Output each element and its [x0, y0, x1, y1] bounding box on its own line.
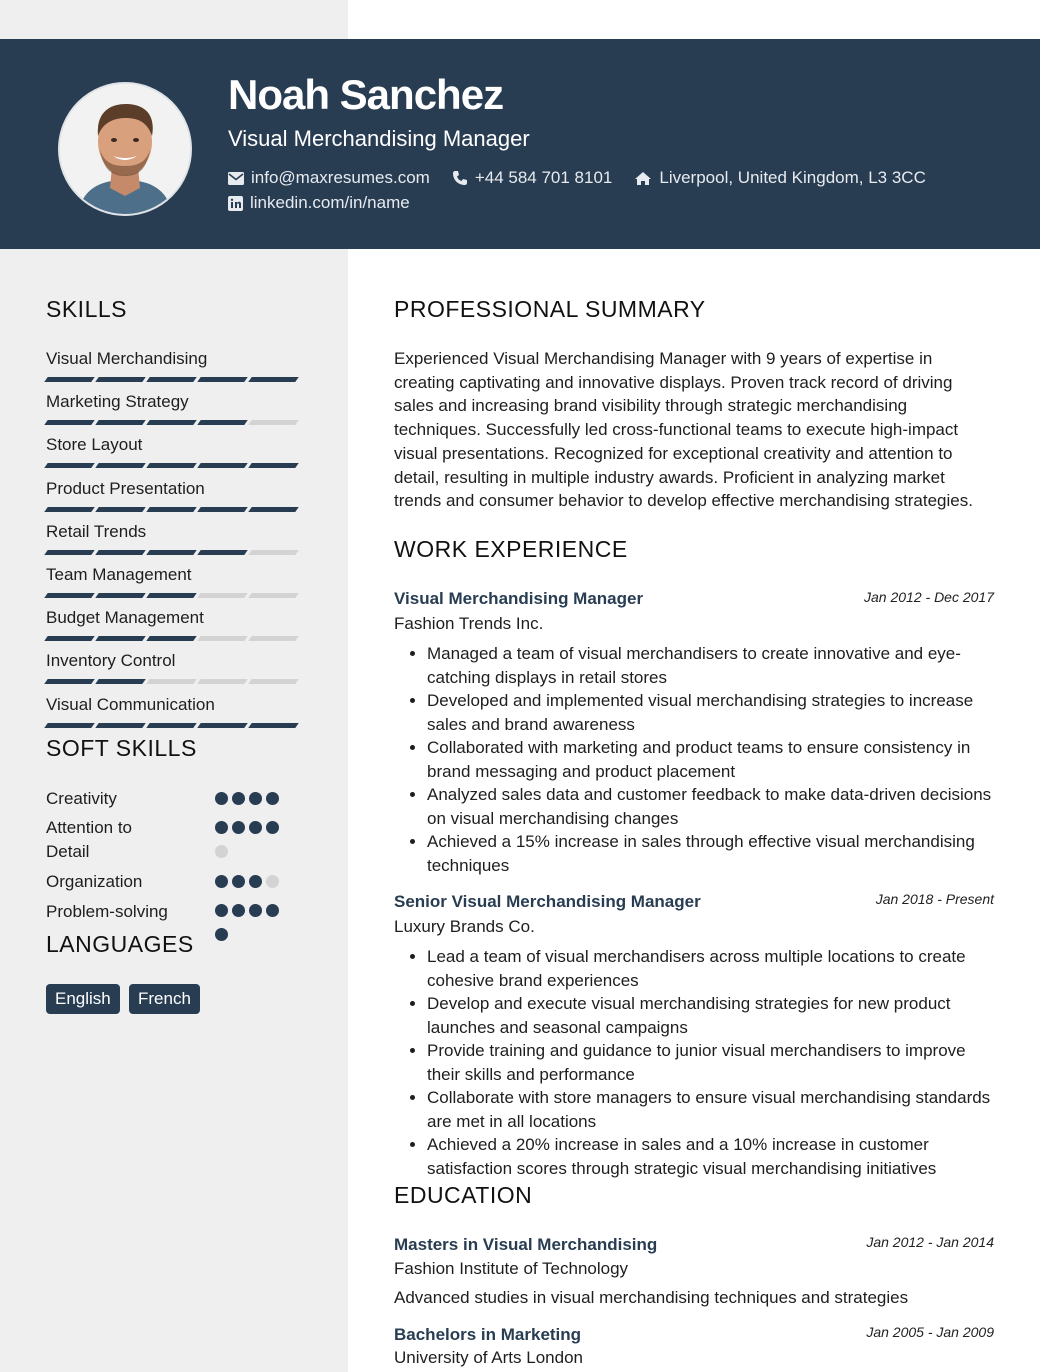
language-tag-english: English [46, 984, 120, 1014]
linkedin-icon [228, 196, 243, 211]
skills-heading: SKILLS [46, 296, 127, 322]
skill-rating-bars [46, 723, 302, 728]
rating-dot [215, 845, 228, 858]
language-tag-french: French [129, 984, 200, 1014]
rating-bar [197, 377, 248, 382]
rating-bar [44, 593, 95, 598]
phone-icon [452, 170, 468, 186]
languages-heading: LANGUAGES [46, 931, 194, 957]
candidate-title: Visual Merchandising Manager [228, 126, 530, 151]
resume-header [0, 39, 1040, 249]
education-dates: Jan 2005 - Jan 2009 [866, 1324, 994, 1340]
rating-bar [95, 377, 146, 382]
skill-label: Marketing Strategy [46, 392, 189, 412]
rating-bar [197, 420, 248, 425]
rating-bar [197, 636, 248, 641]
rating-bar [146, 679, 197, 684]
rating-bar [197, 507, 248, 512]
rating-dot [232, 792, 245, 805]
rating-bar [248, 679, 299, 684]
summary-heading: PROFESSIONAL SUMMARY [394, 296, 706, 322]
rating-bar [197, 463, 248, 468]
soft-skill-rating [215, 875, 283, 888]
rating-dot [266, 904, 279, 917]
rating-dot [249, 821, 262, 834]
profile-photo-icon [60, 84, 190, 214]
list-item: • Develop and execute visual merchandising strategies for new product launches and seasonal campaigns [427, 992, 994, 1039]
list-item: • Provide training and guidance to junior visual merchandisers to improve their skills and performance [427, 1039, 994, 1086]
soft-skills-heading: SOFT SKILLS [46, 735, 197, 761]
skill-row [46, 564, 302, 598]
skill-label: Visual Merchandising [46, 349, 208, 368]
school-name: Fashion Institute of Technology [394, 1259, 629, 1278]
job-title: Visual Merchandising Manager [394, 589, 644, 608]
rating-bar [146, 420, 197, 425]
skill-label: Visual Communication [46, 694, 215, 714]
rating-bar [95, 636, 146, 641]
skill-row [46, 478, 302, 512]
list-item: • Collaborate with store managers to ensure visual merchandising standards are met in all locations [427, 1086, 994, 1133]
list-item: • Collaborated with marketing and product teams to ensure consistency in brand messaging and product placement [427, 736, 994, 783]
rating-dot [232, 821, 245, 834]
company-name: Fashion Trends Inc. [394, 614, 544, 633]
job-bullets [394, 945, 994, 1180]
list-item: • Analyzed sales data and customer feedback to make data-driven decisions on visual merchandising changes [427, 783, 994, 830]
education-heading: EDUCATION [394, 1182, 533, 1208]
rating-bar [44, 507, 95, 512]
skill-row [46, 434, 302, 468]
list-item: • Lead a team of visual merchandisers across multiple locations to create cohesive brand experiences [427, 945, 994, 992]
rating-bar [95, 593, 146, 598]
skill-row [46, 521, 302, 555]
rating-bar [95, 723, 146, 728]
rating-bar [248, 507, 299, 512]
list-item: • Developed and implemented visual merchandising strategies to increase sales and brand awareness [427, 689, 994, 736]
contact-phone[interactable] [452, 168, 613, 188]
contact-location [634, 168, 925, 188]
rating-bar [248, 420, 299, 425]
avatar [58, 82, 192, 216]
rating-bar [146, 507, 197, 512]
education-description: Advanced studies in visual merchandising techniques and strategies [394, 1288, 909, 1307]
skill-rating-bars [46, 593, 302, 598]
rating-bar [146, 723, 197, 728]
skill-label: Budget Management [46, 608, 204, 628]
contact-linkedin[interactable] [228, 193, 410, 213]
skill-rating-bars [46, 550, 302, 555]
school-name: University of Arts London [394, 1348, 583, 1367]
rating-bar [95, 550, 146, 555]
rating-bar [197, 550, 248, 555]
job-dates: Jan 2018 - Present [875, 891, 994, 907]
rating-bar [44, 679, 95, 684]
rating-bar [146, 377, 197, 382]
rating-dot [215, 875, 228, 888]
rating-dot [266, 792, 279, 805]
soft-skill-rating-overflow [215, 928, 232, 941]
rating-dot [215, 904, 228, 917]
job-title: Senior Visual Merchandising Manager [394, 892, 701, 911]
contact-email[interactable] [228, 168, 430, 188]
linkedin-text: linkedin.com/in/name [250, 193, 410, 212]
phone-text: +44 584 701 8101 [474, 168, 613, 187]
rating-dot [215, 821, 228, 834]
rating-bar [248, 593, 299, 598]
rating-bar [146, 636, 197, 641]
rating-bar [197, 723, 248, 728]
skill-row [46, 650, 302, 684]
rating-bar [197, 679, 248, 684]
rating-bar [44, 550, 95, 555]
rating-dot [232, 904, 245, 917]
rating-bar [146, 593, 197, 598]
degree-title: Masters in Visual Merchandising [394, 1235, 658, 1254]
rating-bar [44, 636, 95, 641]
skill-rating-bars [46, 463, 302, 468]
rating-bar [248, 550, 299, 555]
soft-skill-label: Creativity [46, 789, 117, 808]
rating-bar [95, 463, 146, 468]
rating-bar [95, 420, 146, 425]
rating-bar [248, 723, 299, 728]
contact-row-primary [228, 168, 948, 188]
rating-dot [266, 821, 279, 834]
rating-bar [44, 723, 95, 728]
soft-skill-label: Attention to Detail [46, 818, 133, 861]
envelope-icon [228, 172, 244, 185]
soft-skill-label: Problem-solving [46, 902, 168, 921]
rating-bar [95, 507, 146, 512]
skill-row [46, 694, 302, 728]
skill-row [46, 607, 302, 641]
skill-label: Inventory Control [46, 651, 176, 671]
skill-rating-bars [46, 507, 302, 512]
rating-bar [146, 463, 197, 468]
contact-row-secondary [228, 193, 432, 213]
home-icon [634, 171, 652, 186]
list-item: • Achieved a 20% increase in sales and a 10% increase in customer satisfaction scores through strategic visual merchandising initiatives [427, 1133, 994, 1180]
skill-rating-bars [46, 679, 302, 684]
skill-label: Team Management [46, 565, 192, 584]
location-text: Liverpool, United Kingdom, L3 3CC [659, 168, 926, 187]
rating-dot [215, 792, 228, 805]
job-dates: Jan 2012 - Dec 2017 [864, 589, 994, 605]
rating-dot [249, 875, 262, 888]
skill-row [46, 391, 302, 425]
list-item: • Achieved a 15% increase in sales through effective visual merchandising techniques [427, 830, 994, 877]
skill-label: Product Presentation [46, 478, 205, 498]
job-bullets [394, 642, 994, 877]
soft-skill-label: Organization [46, 872, 143, 891]
soft-skill-rating [215, 821, 283, 834]
rating-bar [44, 463, 95, 468]
rating-dot [232, 875, 245, 888]
rating-bar [44, 420, 95, 425]
skill-label: Store Layout [46, 435, 143, 455]
skill-label: Retail Trends [46, 521, 147, 541]
skill-rating-bars [46, 636, 302, 641]
rating-dot [215, 928, 228, 941]
rating-bar [197, 593, 248, 598]
email-text: info@maxresumes.com [251, 168, 430, 187]
rating-bar [95, 679, 146, 684]
summary-text: Experienced Visual Merchandising Manager with 9 years of expertise in creating captivating and innovative displays. Proven track record of driving sales and increasing brand visibility through strategic merchandising techniques. Successfully led cross-functional teams to execute high-impact visual presentations. Recognized for exceptional creativity and attention to detail, resulting in multiple industry awards. Proficient in analyzing market trends and consumer behavior to develop effective merchandising strategies. [394, 349, 973, 511]
soft-skill-rating-overflow [215, 845, 232, 858]
rating-bar [248, 463, 299, 468]
rating-dot [249, 792, 262, 805]
rating-bar [248, 377, 299, 382]
list-item: • Managed a team of visual merchandisers to create innovative and eye-catching displays in retail stores [427, 642, 994, 689]
experience-heading: WORK EXPERIENCE [394, 536, 628, 562]
soft-skill-rating [215, 792, 283, 805]
skill-rating-bars [46, 420, 302, 425]
soft-skill-rating [215, 904, 283, 917]
rating-bar [248, 636, 299, 641]
rating-bar [146, 550, 197, 555]
degree-title: Bachelors in Marketing [394, 1325, 582, 1344]
rating-dot [249, 904, 262, 917]
company-name: Luxury Brands Co. [394, 917, 535, 936]
skill-rating-bars [46, 377, 302, 382]
rating-dot [266, 875, 279, 888]
candidate-name: Noah Sanchez [228, 71, 504, 118]
rating-bar [44, 377, 95, 382]
education-dates: Jan 2012 - Jan 2014 [866, 1234, 994, 1250]
skill-row [46, 348, 302, 382]
